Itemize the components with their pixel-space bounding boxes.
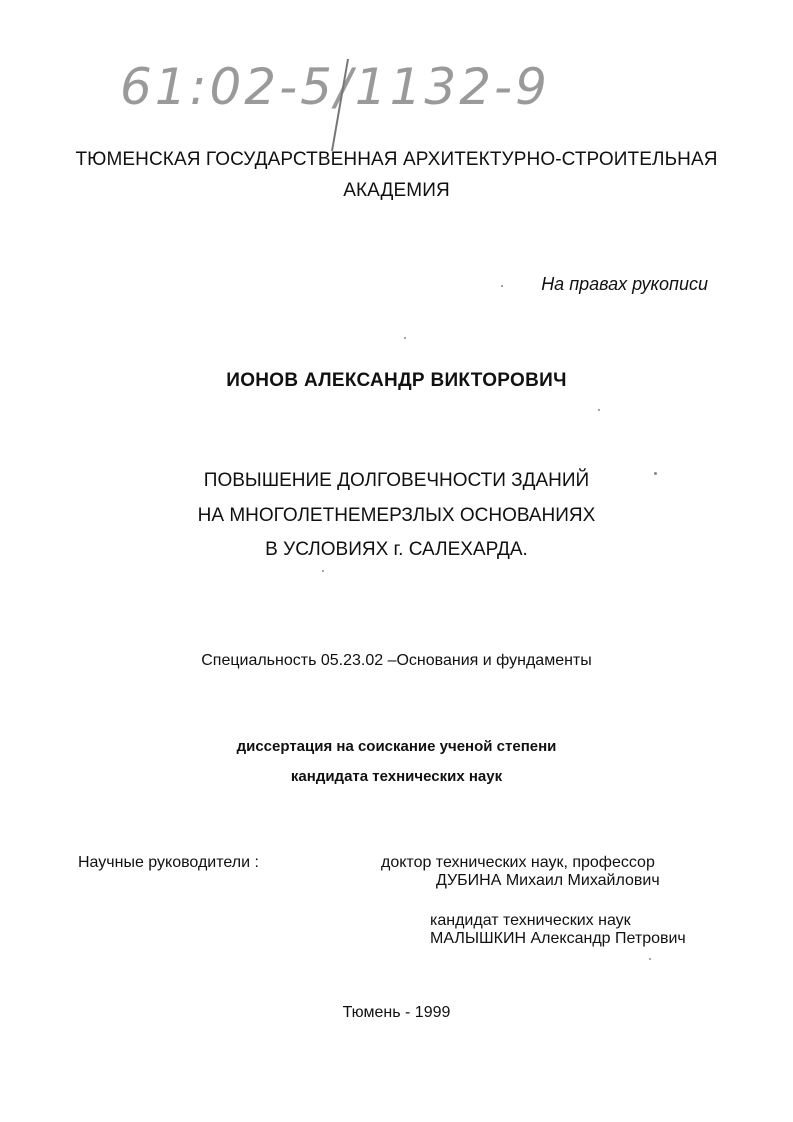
institution-line-1: ТЮМЕНСКАЯ ГОСУДАРСТВЕННАЯ АРХИТЕКТУРНО-СТРОИТЕЛЬНАЯ [75,149,718,170]
scan-speck [598,409,600,411]
supervisor-1-name: ДУБИНА Михаил Михайлович [436,872,660,889]
dissertation-title-line-2: НА МНОГОЛЕТНЕМЕРЗЛЫХ ОСНОВАНИЯХ [197,505,596,526]
handwritten-archive-stamp: 61:02-5/1132-9 [120,58,550,116]
author-name: ИОНОВ АЛЕКСАНДР ВИКТОРОВИЧ [226,370,567,391]
degree-statement-line-2: кандидата технических наук [290,768,503,785]
supervisors-label: Научные руководители : [78,854,259,871]
supervisor-1-degree: доктор технических наук, профессор [381,854,655,871]
dissertation-title-line-1: ПОВЫШЕНИЕ ДОЛГОВЕЧНОСТИ ЗДАНИЙ [203,470,590,491]
scan-speck [501,285,503,287]
scan-speck [404,337,406,339]
degree-statement-line-1: диссертация на соискание ученой степени [236,738,557,755]
city-year: Тюмень - 1999 [342,1004,451,1021]
specialty-line: Специальность 05.23.02 –Основания и фундаменты [201,652,592,669]
scan-speck [654,472,657,475]
dissertation-title-line-3: В УСЛОВИЯХ г. САЛЕХАРДА. [265,539,528,560]
stamp-slash-mark [318,55,358,155]
scan-speck [649,958,651,960]
institution-line-2: АКАДЕМИЯ [343,180,450,201]
manuscript-rights-note: На правах рукописи [541,274,708,294]
scan-speck [322,570,324,572]
supervisor-2-degree: кандидат технических наук [430,912,631,929]
supervisor-2-name: МАЛЫШКИН Александр Петрович [430,930,686,947]
